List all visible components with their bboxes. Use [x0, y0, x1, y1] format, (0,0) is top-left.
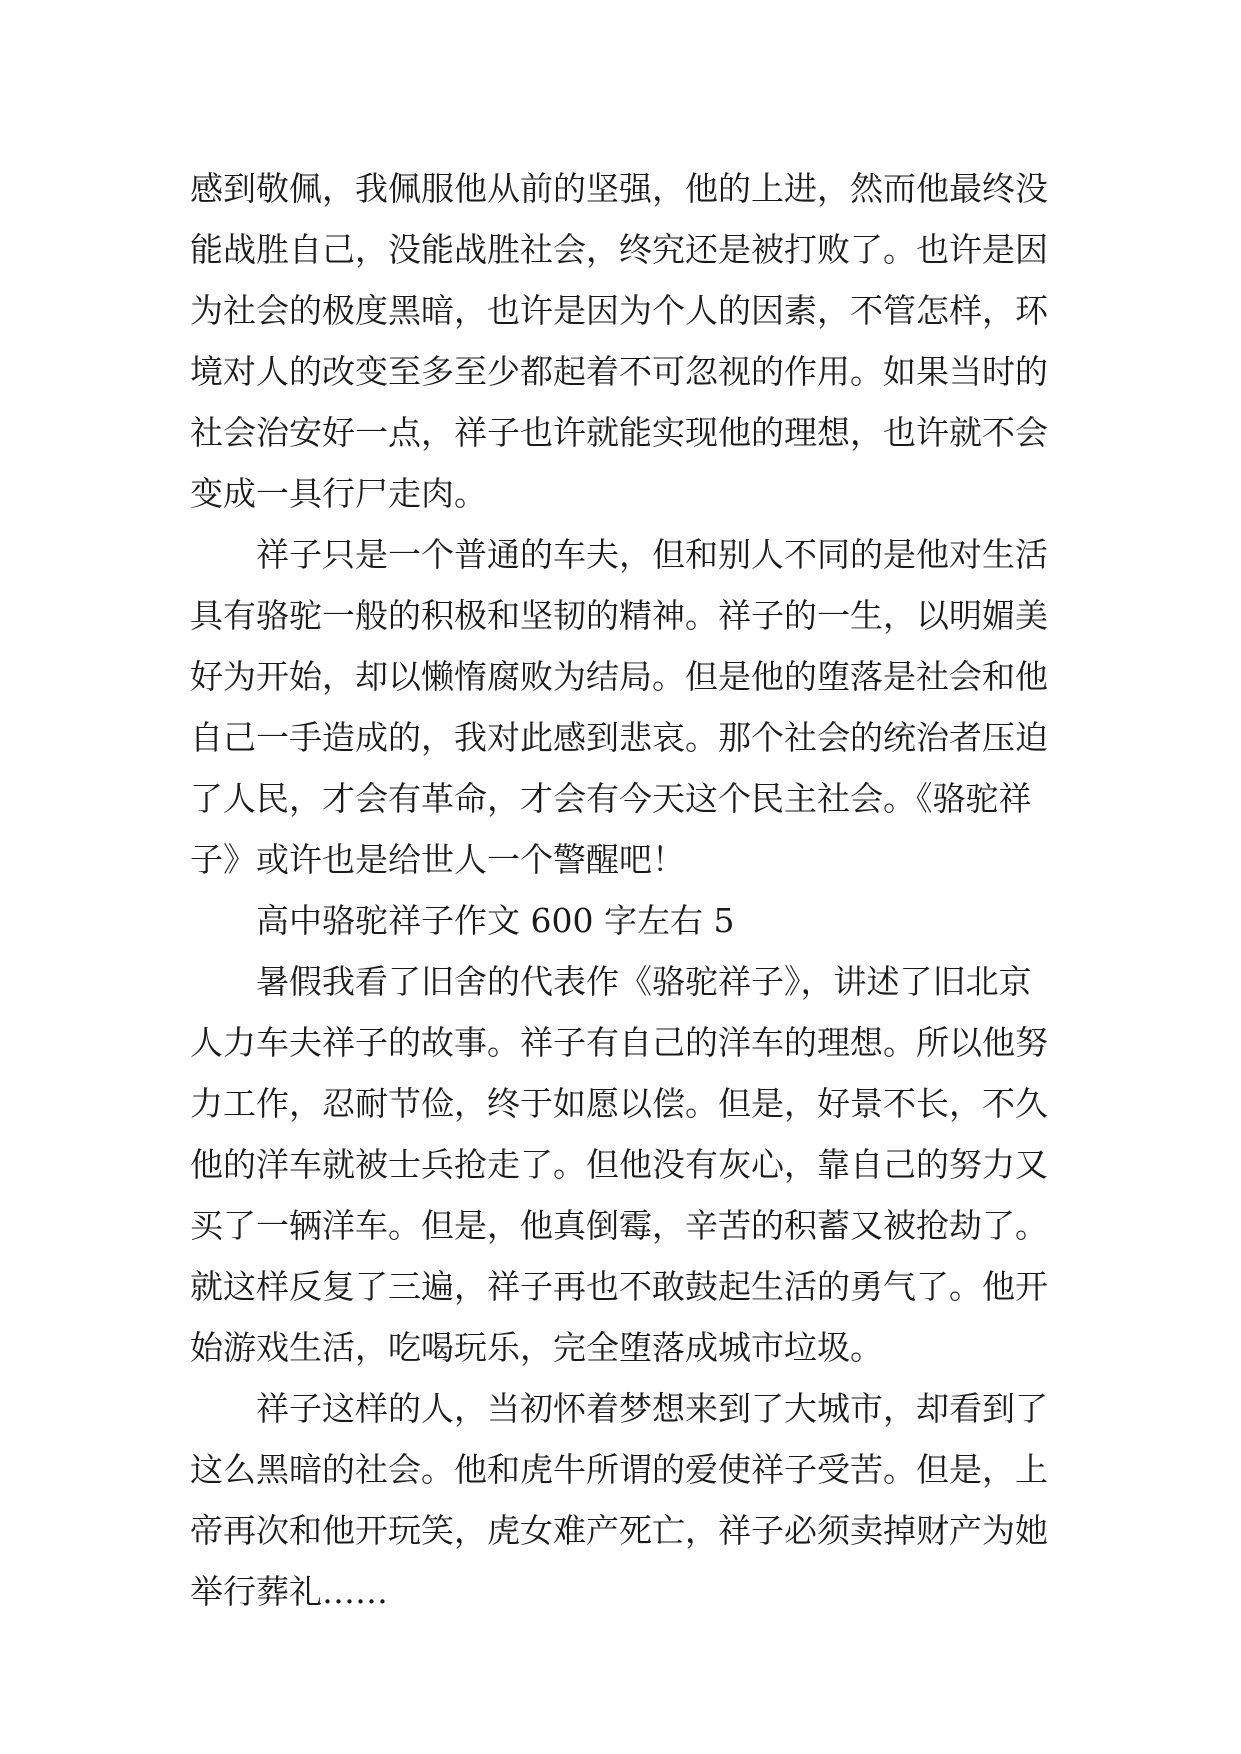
text-line: 能战胜自己，没能战胜社会，终究还是被打败了。也许是因 — [190, 230, 1048, 269]
text-line: 人力车夫祥子的故事。祥子有自己的洋车的理想。所以他努 — [190, 1023, 1048, 1062]
text-line: 买了一辆洋车。但是，他真倒霉，辛苦的积蓄又被抢劫了。 — [190, 1206, 1048, 1245]
text-line: 境对人的改变至多至少都起着不可忽视的作用。如果当时的 — [190, 352, 1048, 391]
text-line: 就这样反复了三遍，祥子再也不敢鼓起生活的勇气了。他开 — [190, 1267, 1048, 1306]
text-line: 子》或许也是给世人一个警醒吧！ — [190, 840, 685, 879]
paragraph-2 — [190, 524, 1052, 890]
text-line: 举行葬礼…… — [190, 1572, 388, 1611]
text-line: 具有骆驼一般的积极和坚韧的精神。祥子的一生，以明媚美 — [190, 596, 1048, 635]
text-line: 感到敬佩，我佩服他从前的坚强，他的上进，然而他最终没 — [190, 169, 1048, 208]
text-line: 为社会的极度黑暗，也许是因为个人的因素，不管怎样，环 — [190, 291, 1048, 330]
text-line: 了人民，才会有革命，才会有今天这个民主社会。《骆驼祥 — [190, 779, 1032, 818]
paragraph-4 — [190, 1378, 1052, 1622]
text-line: 变成一具行尸走肉。 — [190, 474, 487, 513]
section-heading: 高中骆驼祥子作文 600 字左右 5 — [256, 901, 735, 940]
text-line: 暑假我看了旧舍的代表作《骆驼祥子》，讲述了旧北京 — [256, 962, 1032, 1001]
text-line: 社会治安好一点，祥子也许就能实现他的理想，也许就不会 — [190, 413, 1048, 452]
text-line: 始游戏生活，吃喝玩乐，完全堕落成城市垃圾。 — [190, 1328, 883, 1367]
text-line: 自己一手造成的，我对此感到悲哀。那个社会的统治者压迫 — [190, 718, 1048, 757]
paragraph-1 — [190, 158, 1052, 524]
text-line: 他的洋车就被士兵抢走了。但他没有灰心，靠自己的努力又 — [190, 1145, 1048, 1184]
text-line: 帝再次和他开玩笑，虎女难产死亡，祥子必须卖掉财产为她 — [190, 1511, 1048, 1550]
paragraph-3 — [190, 951, 1052, 1378]
text-line: 力工作，忍耐节俭，终于如愿以偿。但是，好景不长，不久 — [190, 1084, 1048, 1123]
essay-body — [190, 158, 1052, 1622]
text-line: 祥子这样的人，当初怀着梦想来到了大城市，却看到了 — [256, 1389, 1048, 1428]
text-line: 这么黑暗的社会。他和虎牛所谓的爱使祥子受苦。但是，上 — [190, 1450, 1048, 1489]
text-line: 祥子只是一个普通的车夫，但和别人不同的是他对生活 — [256, 535, 1048, 574]
text-line: 好为开始，却以懒惰腐败为结局。但是他的堕落是社会和他 — [190, 657, 1048, 696]
